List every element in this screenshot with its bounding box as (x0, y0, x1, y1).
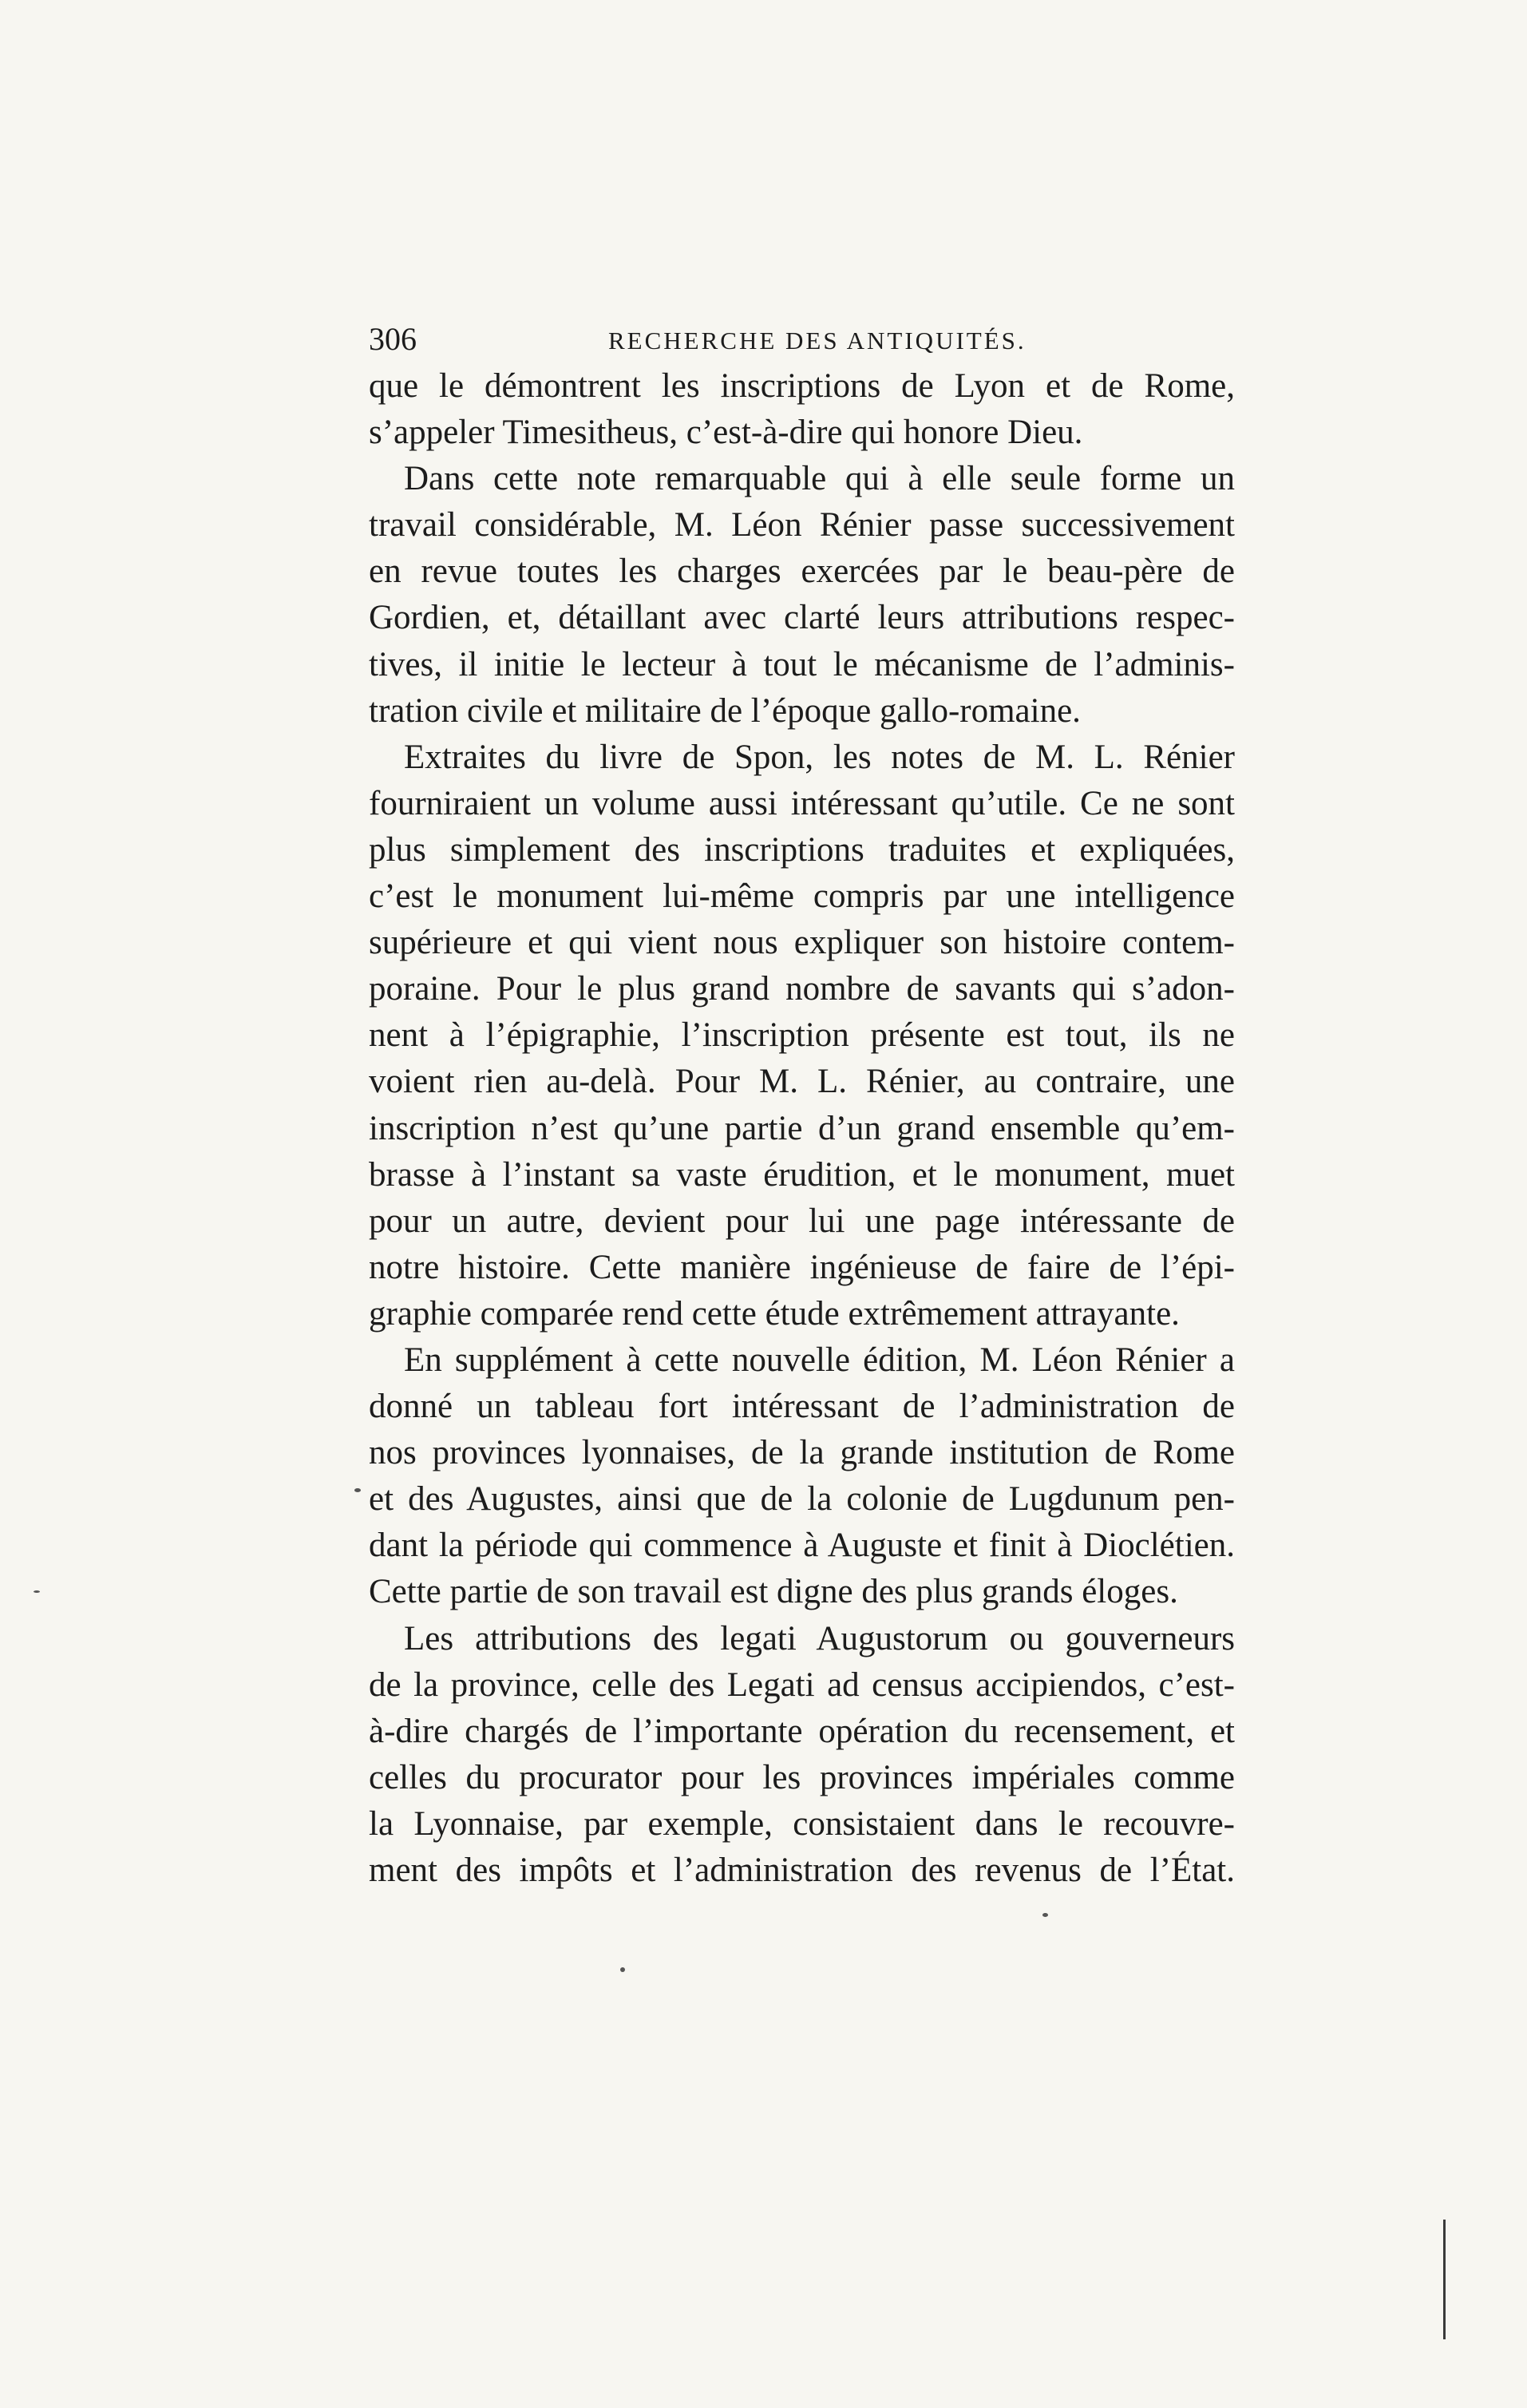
text-line: que le démontrent les inscriptions de Lyon et de Rome, (369, 367, 1235, 405)
text-line: Gordien, et, détaillant avec clarté leurs attributions respec- (369, 599, 1235, 637)
text-line: à-dire chargés de l’importante opération du recensement, et (369, 1712, 1235, 1750)
text-line: et des Augustes, ainsi que de la colonie de Lugdunum pen- (369, 1480, 1235, 1519)
text-line: Cette partie de son travail est digne des plus grands éloges. (369, 1573, 1178, 1611)
text-line: nent à l’épigraphie, l’inscription présente est tout, ils ne (369, 1016, 1235, 1055)
ink-speck (34, 1590, 40, 1593)
text-line: donné un tableau fort intéressant de l’administration de (369, 1388, 1235, 1426)
page-header (369, 319, 1231, 359)
paragraph (369, 456, 1235, 735)
paragraph (369, 735, 1235, 1337)
text-line: tives, il initie le lecteur à tout le mécanisme de l’adminis- (369, 645, 1235, 683)
text-line: travail considérable, M. Léon Rénier passe successivement (369, 506, 1235, 545)
text-line: la Lyonnaise, par exemple, consistaient dans le recouvre- (369, 1804, 1235, 1843)
text-line: En supplément à cette nouvelle édition, M. Léon Rénier a (404, 1341, 1235, 1379)
paragraph (369, 363, 1235, 456)
text-line: ment des impôts et l’administration des revenus de l’État. (369, 1852, 1235, 1889)
text-line: voient rien au-delà. Pour M. L. Rénier, au contraire, une (369, 1063, 1235, 1101)
text-line: celles du procurator pour les provinces impériales comme (369, 1758, 1235, 1796)
text-line: de la province, celle des Legati ad census accipiendos, c’est- (369, 1665, 1235, 1704)
text-line: Extraites du livre de Spon, les notes de M. L. Rénier (404, 738, 1235, 776)
text-line: pour un autre, devient pour lui une page intéressante de (369, 1202, 1235, 1240)
paragraph (369, 1337, 1235, 1616)
text-line: graphie comparée rend cette étude extrêmement attrayante. (369, 1294, 1180, 1333)
page-number: 306 (369, 321, 417, 357)
text-line: tration civile et militaire de l’époque gallo-romaine. (369, 691, 1081, 730)
body-text (369, 363, 1235, 1894)
paragraph (369, 1616, 1235, 1895)
text-line: nos provinces lyonnaises, de la grande institution de Rome (369, 1434, 1235, 1472)
text-line: dant la période qui commence à Auguste et finit à Dioclétien. (369, 1527, 1235, 1565)
text-line: notre histoire. Cette manière ingénieuse de faire de l’épi- (369, 1248, 1235, 1286)
ink-speck (354, 1488, 361, 1492)
text-line: inscription n’est qu’une partie d’un grand ensemble qu’em- (369, 1109, 1235, 1147)
text-line: s’appeler Timesitheus, c’est-à-dire qui honore Dieu. (369, 414, 1083, 452)
text-line: Les attributions des legati Augustorum ou gouverneurs (404, 1619, 1235, 1657)
text-line: fourniraient un volume aussi intéressant qu’utile. Ce ne sont (369, 784, 1235, 822)
text-line: plus simplement des inscriptions traduites et expliquées, (369, 830, 1235, 869)
text-line: en revue toutes les charges exercées par le beau-père de (369, 552, 1235, 591)
ink-speck (1042, 1913, 1048, 1917)
ink-speck (620, 1967, 625, 1972)
running-head: RECHERCHE DES ANTIQUITÉS. (608, 327, 1027, 354)
text-line: supérieure et qui vient nous expliquer son histoire contem- (369, 924, 1235, 962)
text-line: Dans cette note remarquable qui à elle seule forme un (404, 460, 1235, 498)
text-line: c’est le monument lui-même compris par une intelligence (369, 877, 1235, 916)
text-line: brasse à l’instant sa vaste érudition, et le monument, muet (369, 1155, 1235, 1194)
text-line: poraine. Pour le plus grand nombre de savants qui s’adon- (369, 970, 1235, 1008)
scan-edge-line (1443, 2220, 1446, 2339)
